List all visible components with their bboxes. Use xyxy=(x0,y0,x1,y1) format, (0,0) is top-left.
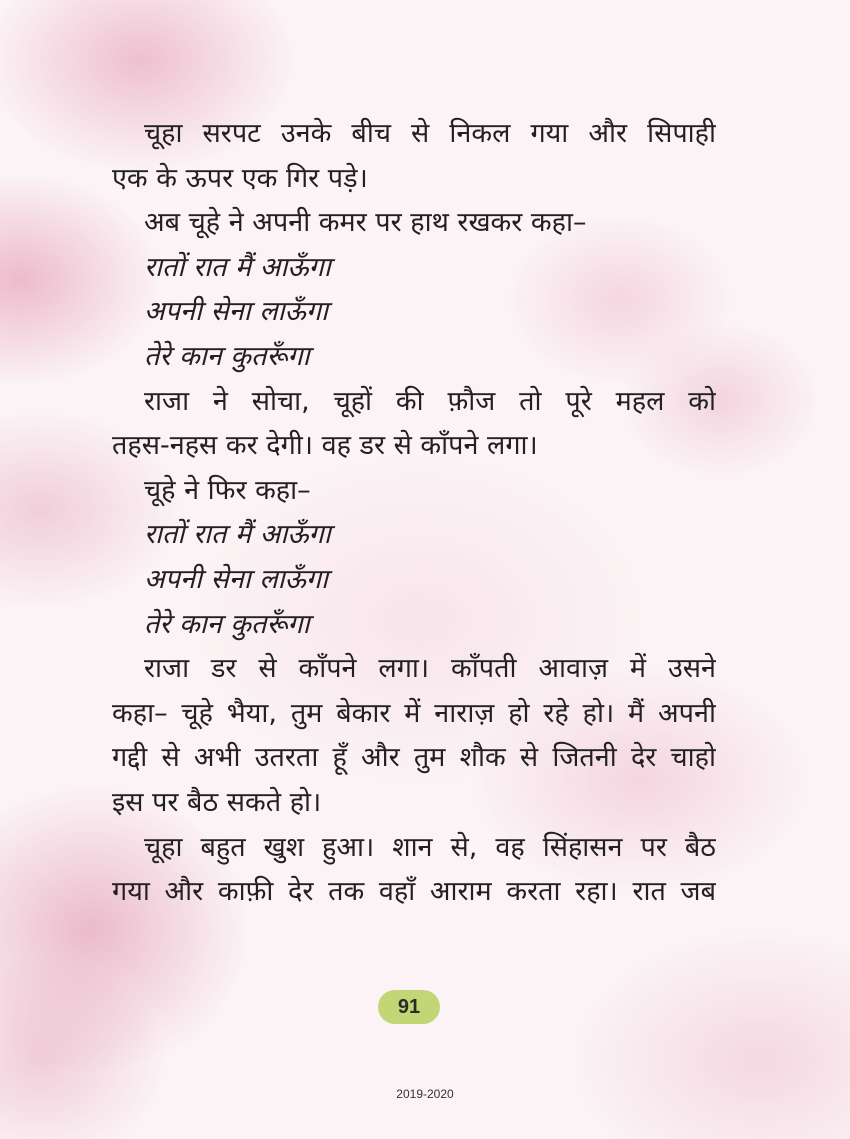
story-line: राजा डर से काँपने लगा। काँपती आवाज़ में उसने xyxy=(144,653,716,685)
story-line: चूहा बहुत खुश हुआ। शान से, वह सिंहासन पर बैठ xyxy=(144,831,716,863)
poem-line: अपनी सेना लाऊँगा xyxy=(144,563,329,595)
poem-line: तेरे कान कुतरूँगा xyxy=(144,608,310,640)
story-line: कहा– चूहे भैया, तुम बेकार में नाराज़ हो रहे हो। मैं अपनी xyxy=(112,697,716,729)
page-number-badge: 91 xyxy=(378,990,440,1024)
poem-line: तेरे कान कुतरूँगा xyxy=(144,340,310,372)
poem-line: अपनी सेना लाऊँगा xyxy=(144,296,329,328)
edition-year: 2019-2020 xyxy=(396,1087,454,1101)
story-line: इस पर बैठ सकते हो। xyxy=(112,786,322,818)
story-line: राजा ने सोचा, चूहों की फ़ौज तो पूरे महल को xyxy=(144,385,716,417)
story-line: एक के ऊपर एक गिर पड़े। xyxy=(112,162,368,194)
story-line: गद्दी से अभी उतरता हूँ और तुम शौक से जितनी देर चाहो xyxy=(112,742,716,774)
story-line: चूहा सरपट उनके बीच से निकल गया और सिपाही xyxy=(144,118,716,149)
story-line: गया और काफ़ी देर तक वहाँ आराम करता रहा। रात जब xyxy=(112,876,716,908)
poem-line: रातों रात मैं आऊँगा xyxy=(144,519,331,551)
story-line: चूहे ने फिर कहा– xyxy=(144,474,311,506)
story-line: अब चूहे ने अपनी कमर पर हाथ रखकर कहा– xyxy=(144,207,587,239)
poem-line: रातों रात मैं आऊँगा xyxy=(144,251,331,283)
story-text xyxy=(112,112,716,915)
story-line: तहस-नहस कर देगी। वह डर से काँपने लगा। xyxy=(112,430,538,462)
